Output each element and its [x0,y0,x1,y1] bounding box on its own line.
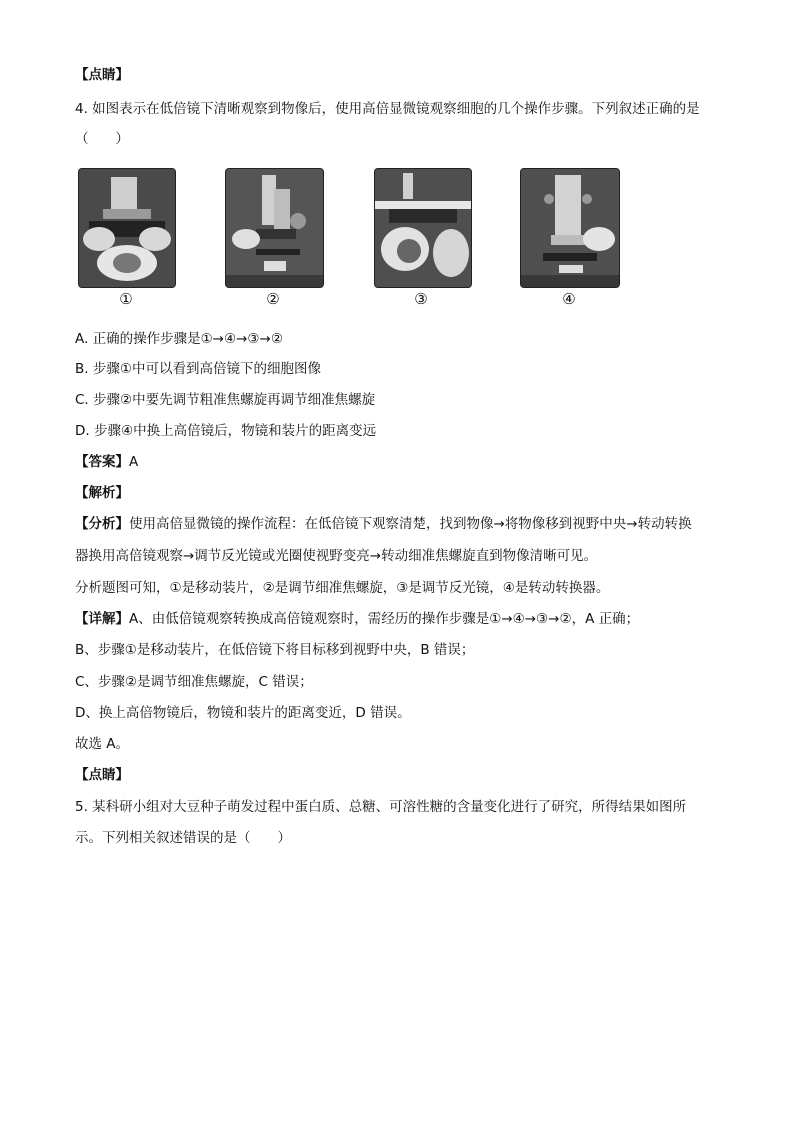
answer-line [75,453,138,471]
microscope-step-photo-2 [225,168,324,288]
question-5-stem-line2: 示。下列相关叙述错误的是（ ） [75,830,291,846]
fenxi-line1 [75,515,692,533]
option-b: B. 步骤①中可以看到高倍镜下的细胞图像 [75,361,321,377]
question-4-stem-line2: （ ） [75,131,129,147]
fenxi-text1: 使用高倍显微镜的操作流程：在低倍镜下观察清楚，找到物像→将物像移到视野中央→转动转换 [129,516,692,532]
question-4-stem-line1: 4. 如图表示在低倍镜下清晰观察到物像后，使用高倍显微镜观察细胞的几个操作步骤。下列叙述正确的是 [75,101,700,117]
microscope-step-photo-3 [374,168,472,288]
xiangjie-text-a: A、由低倍镜观察转换成高倍镜观察时，需经历的操作步骤是①→④→③→②，A 正确； [129,611,640,627]
xiangjie-line-c: C、步骤②是调节细准焦螺旋，C 错误； [75,674,313,690]
figure-label-1: ① [119,290,133,308]
option-d: D. 步骤④中换上高倍镜后，物镜和装片的距离变远 [75,423,377,439]
fenxi-label: 【分析】 [75,516,129,532]
xiangjie-line-d: D、换上高倍物镜后，物镜和装片的距离变近，D 错误。 [75,705,411,721]
dianjing-heading-bottom: 【点睛】 [75,767,129,783]
xiangjie-line-a [75,610,639,628]
answer-value: A [129,454,139,470]
xiangjie-line-b: B、步骤①是移动装片，在低倍镜下将目标移到视野中央，B 错误； [75,642,475,658]
answer-label: 【答案】 [75,454,129,470]
dianjing-heading: 【点睛】 [75,67,129,83]
fenxi-line2: 器换用高倍镜观察→调节反光镜或光圈使视野变亮→转动细准焦螺旋直到物像清晰可见。 [75,548,598,564]
analysis-heading: 【解析】 [75,485,129,501]
conclusion-line: 故选 A。 [75,736,130,752]
fenxi-line3: 分析题图可知，①是移动装片，②是调节细准焦螺旋，③是调节反光镜，④是转动转换器。 [75,580,610,596]
figure-label-2: ② [266,290,280,308]
figure-label-4: ④ [562,290,576,308]
xiangjie-label: 【详解】 [75,611,129,627]
microscope-step-photo-1 [78,168,176,288]
option-c: C. 步骤②中要先调节粗准焦螺旋再调节细准焦螺旋 [75,392,376,408]
option-a: A. 正确的操作步骤是①→④→③→② [75,331,283,347]
microscope-step-photo-4 [520,168,620,288]
question-5-stem-line1: 5. 某科研小组对大豆种子萌发过程中蛋白质、总糖、可溶性糖的含量变化进行了研究，所得结果如图所 [75,799,687,815]
figure-label-3: ③ [414,290,428,308]
